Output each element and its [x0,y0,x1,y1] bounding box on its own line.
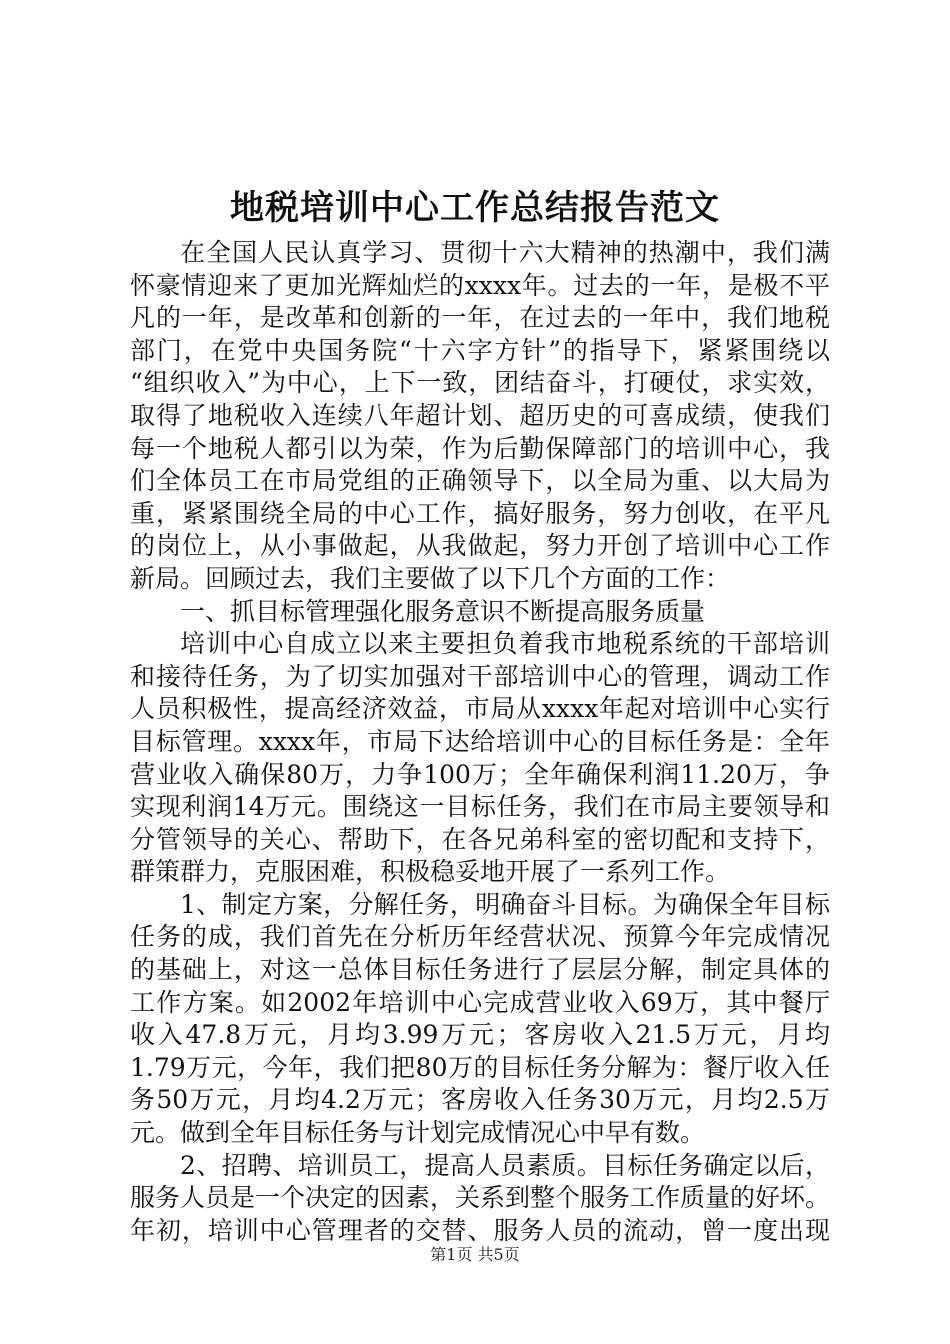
body-line: 营业收入确保80万，力争100万；全年确保利润11.20万，争 [130,759,830,789]
body-line: 目标管理。xxxx年，市局下达给培训中心的目标任务是：全年 [130,726,830,756]
body-line: 每一个地税人都引以为荣，作为后勤保障部门的培训中心，我 [130,433,830,463]
body-line: 分管领导的关心、帮助下，在各兄弟科室的密切配和支持下， [130,824,830,854]
body-line: 重，紧紧围绕全局的中心工作，搞好服务，努力创收，在平凡 [130,498,830,528]
section-heading: 一、抓目标管理强化服务意识不断提高服务质量 [180,596,706,626]
body-line: 任务的成，我们首先在分析历年经营状况、预算今年完成情况 [130,922,830,952]
body-line: 元。做到全年目标任务与计划完成情况心中早有数。 [130,1118,706,1148]
body-line: 取得了地税收入连续八年超计划、超历史的可喜成绩，使我们 [130,400,830,430]
body-line: 和接待任务，为了切实加强对干部培训中心的管理，调动工作 [130,661,830,691]
body-line: 2、招聘、培训员工，提高人员素质。目标任务确定以后， [180,1150,830,1180]
body-line: 的基础上，对这一总体目标任务进行了层层分解，制定具体的 [130,955,830,985]
body-line: 群策群力，克服困难，积极稳妥地开展了一系列工作。 [130,857,731,887]
body-line: 怀豪情迎来了更加光辉灿烂的xxxx年。过去的一年，是极不平 [130,270,830,300]
body-line: 工作方案。如2002年培训中心完成营业收入69万，其中餐厅 [130,987,830,1017]
body-line: 年初，培训中心管理者的交替、服务人员的流动，曾一度出现 [130,1215,830,1245]
document-body [130,237,830,1247]
body-line: 1、制定方案，分解任务，明确奋斗目标。为确保全年目标 [180,889,830,919]
page-number-footer: 第1页 共5页 [430,1245,520,1264]
body-line: 凡的一年，是改革和创新的一年，在过去的一年中，我们地税 [130,303,830,333]
body-line: 1.79万元，今年，我们把80万的目标任务分解为：餐厅收入任 [130,1052,830,1082]
body-line: 们全体员工在市局党组的正确领导下，以全局为重、以大局为 [130,466,830,496]
document-title: 地税培训中心工作总结报告范文 [230,188,720,228]
body-line: 人员积极性，提高经济效益，市局从xxxx年起对培训中心实行 [130,694,830,724]
body-line: 务50万元，月均4.2万元；客房收入任务30万元，月均2.5万 [130,1085,830,1115]
body-line: 收入47.8万元，月均3.99万元；客房收入21.5万元，月均 [130,1020,830,1050]
body-line: 的岗位上，从小事做起，从我做起，努力开创了培训中心工作 [130,531,830,561]
body-line: 在全国人民认真学习、贯彻十六大精神的热潮中，我们满 [180,238,830,267]
body-line: 部门，在党中央国务院“十六字方针”的指导下，紧紧围绕以 [130,335,830,365]
body-line: 培训中心自成立以来主要担负着我市地税系统的干部培训 [180,629,830,659]
body-line: “组织收入”为中心，上下一致，团结奋斗，打硬仗，求实效， [130,368,830,398]
body-line: 服务人员是一个决定的因素，关系到整个服务工作质量的好坏。 [130,1183,831,1213]
body-line: 新局。回顾过去，我们主要做了以下几个方面的工作： [130,563,731,593]
body-line: 实现利润14万元。围绕这一目标任务，我们在市局主要领导和 [130,792,830,822]
